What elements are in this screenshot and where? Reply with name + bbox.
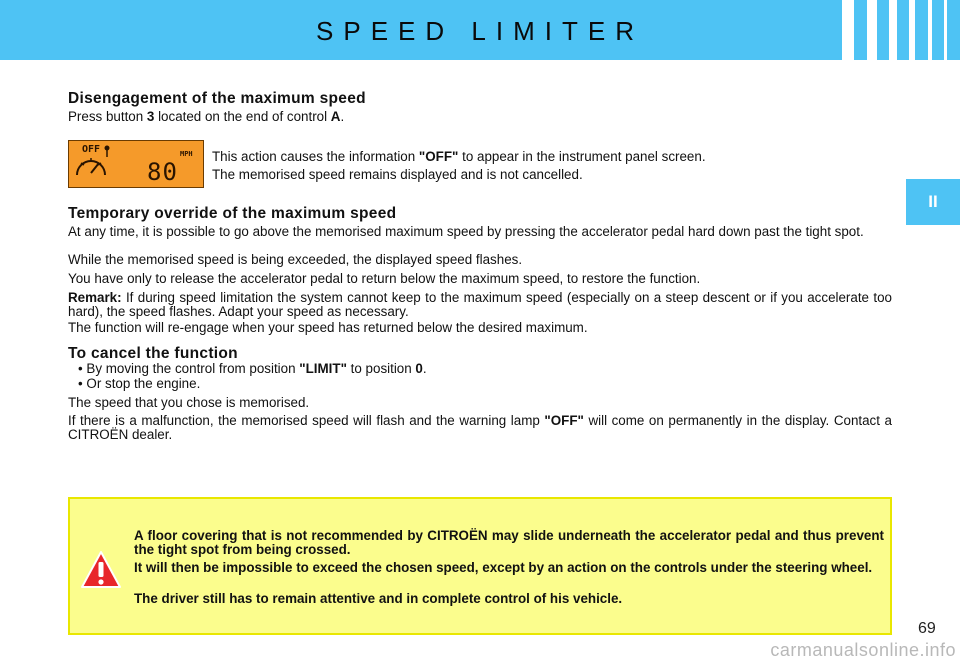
header-stripe-2 (867, 0, 877, 60)
section-heading-override: Temporary override of the maximum speed (68, 205, 397, 222)
warning-box (68, 497, 892, 635)
text: located on the end of control (154, 109, 331, 124)
paragraph-override-5: The function will re-engage when your speed has returned below the desired maximum. (68, 320, 588, 335)
text: . (340, 109, 345, 124)
bullet-item (78, 362, 892, 376)
text: If during speed limitation the system cannot keep to the maximum speed (especially on a steep descent or if you accelerate too hard), the speed flashes. Adapt your speed as necessary. (68, 290, 892, 319)
text-bold: "OFF" (544, 413, 584, 428)
paragraph-off-info (212, 150, 872, 164)
paragraph-memorised: The memorised speed remains displayed and is not cancelled. (212, 167, 583, 182)
footer (0, 638, 960, 663)
text: This action causes the information (212, 149, 419, 164)
paragraph-press-button (68, 110, 892, 124)
page-number: 69 (918, 620, 936, 637)
warning-text-1: A floor covering that is not recommended by CITROËN may slide underneath the accelerator pedal and thus prevent the tight spot from being crossed. (134, 528, 884, 557)
header-stripe-3 (889, 0, 897, 60)
warning-text-3: The driver still has to remain attentive and in complete control of his vehicle. (134, 591, 623, 606)
header-stripe-6 (944, 0, 947, 60)
chapter-tab[interactable]: II (906, 179, 960, 225)
remark-label: Remark: (68, 290, 122, 305)
text: . (422, 361, 427, 376)
header-stripe-4 (909, 0, 915, 60)
paragraph-override-3: You have only to release the accelerator pedal to return below the maximum speed, to restore the function. (68, 271, 701, 286)
header-stripe-5 (928, 0, 932, 60)
paragraph-override-1: At any time, it is possible to go above the memorised maximum speed by pressing the accelerator pedal hard down past the tight spot. (68, 224, 864, 239)
text: to position (346, 361, 416, 376)
text: Press button (68, 109, 147, 124)
text: will come on permanently in the display. Contact a CITROËN dealer. (68, 413, 892, 442)
speed-readout: 80 (147, 158, 178, 186)
text-bold: 0 (415, 361, 423, 376)
text-bold: "OFF" (418, 149, 459, 164)
section-heading-disengagement: Disengagement of the maximum speed (68, 90, 366, 107)
instrument-display-illustration (68, 140, 204, 188)
section-heading-cancel: To cancel the function (68, 345, 238, 362)
page-title: SPEED LIMITER (316, 16, 644, 46)
paragraph-cancel-2 (68, 414, 892, 441)
unit-label: MPH (180, 150, 193, 158)
header-stripe-1 (842, 0, 854, 60)
warning-text-2: It will then be impossible to exceed the chosen speed, except by an action on the controls under the steering wheel. (134, 560, 873, 575)
text: • By moving the control from position (78, 361, 300, 376)
bullet-item: • Or stop the engine. (78, 376, 201, 391)
paragraph-override-2: While the memorised speed is being exceeded, the displayed speed flashes. (68, 252, 523, 267)
text: to appear in the instrument panel screen. (458, 149, 706, 164)
warning-triangle-icon (79, 549, 123, 591)
paragraph-cancel-1: The speed that you chose is memorised. (68, 395, 310, 410)
off-indicator: OFF (82, 144, 101, 155)
text-bold: "LIMIT" (299, 361, 347, 376)
watermark: carmanualsonline.info (770, 640, 956, 660)
page-header (0, 0, 960, 60)
paragraph-remark (68, 291, 892, 318)
text-bold: A (330, 109, 341, 124)
text-bold: 3 (146, 109, 155, 124)
text: If there is a malfunction, the memorised speed will flash and the warning lamp (68, 413, 545, 428)
